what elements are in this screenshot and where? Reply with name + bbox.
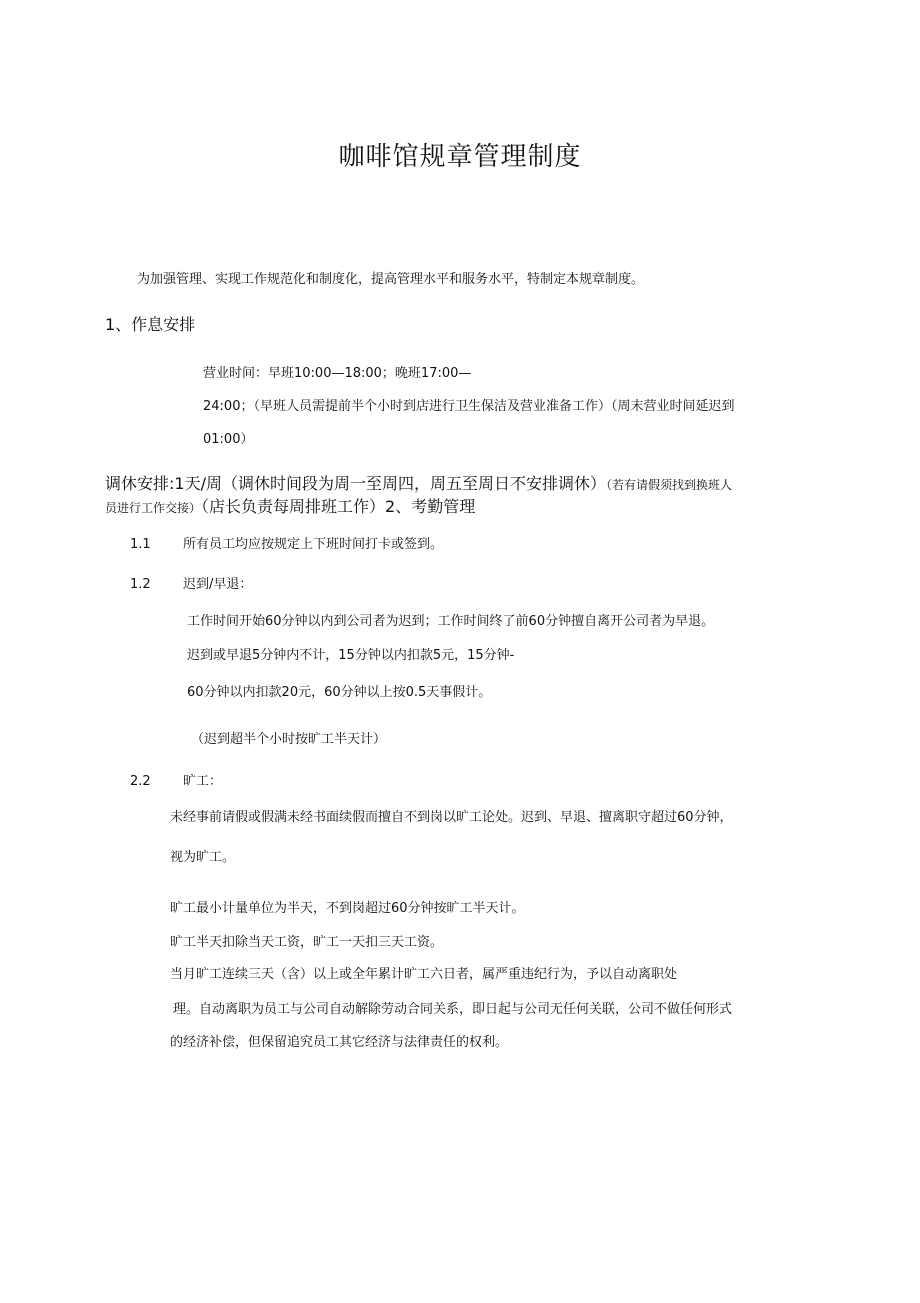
item-number: 2.2	[130, 774, 151, 789]
item-text-absence: 旷工：	[183, 774, 223, 789]
absence-rule-5: 当月旷工连续三天（含）以上或全年累计旷工六日者，属严重违纪行为，予以自动离职处	[170, 967, 678, 982]
absence-rule-6: 理。自动离职为员工与公司自动解除劳动合同关系，即日起与公司无任何关联，公司不做任何形式	[173, 1002, 733, 1017]
intro-paragraph: 为加强管理、实现工作规范化和制度化，提高管理水平和服务水平，特制定本规章制度。	[137, 272, 645, 287]
late-rule-3: 60分钟以内扣款20元，60分钟以上按0.5天事假计。	[187, 685, 492, 700]
absence-rule-1: 未经事前请假或假满未经书面续假而擅自不到岗以旷工论处。迟到、早退、擅离职守超过60分钟，	[170, 810, 733, 825]
late-rule-2: 迟到或早退5分钟内不计，15分钟以内扣款5元，15分钟-	[187, 648, 515, 663]
rest-arrangement-main: 调休安排:1天/周（调休时间段为周一至周四，周五至周日不安排调休）	[105, 474, 606, 493]
rest-arrangement-note: （若有请假须找到换班人	[605, 478, 732, 492]
page-title: 咖啡馆规章管理制度	[338, 142, 582, 172]
rest-arrangement-line-1	[105, 474, 732, 493]
section-heading-schedule: 1、作息安排	[105, 315, 196, 334]
business-hours-line-3: 01:00）	[203, 432, 254, 447]
item-number: 1.1	[130, 537, 151, 552]
late-rule-1: 工作时间开始60分钟以内到公司者为迟到；工作时间终了前60分钟擅自离开公司者为早退。	[187, 614, 715, 629]
item-text-clock-in: 所有员工均应按规定上下班时间打卡或签到。	[183, 537, 444, 552]
business-hours-line-1: 营业时间：早班10:00—18:00；晚班17:00—	[203, 366, 472, 381]
rest-arrangement-manager: （店长负责每周排班工作）2、考勤管理	[201, 497, 476, 516]
item-text-late-early: 迟到/早退：	[183, 577, 253, 592]
business-hours-line-2: 24:00；（早班人员需提前半个小时到店进行卫生保洁及营业准备工作）（周末营业时间延迟到	[203, 399, 735, 414]
absence-rule-3: 旷工最小计量单位为半天，不到岗超过60分钟按旷工半天计。	[170, 901, 525, 916]
absence-rule-7: 的经济补偿，但保留追究员工其它经济与法律责任的权利。	[170, 1035, 509, 1050]
item-number: 1.2	[130, 577, 151, 592]
absence-rule-4: 旷工半天扣除当天工资，旷工一天扣三天工资。	[170, 935, 444, 950]
absence-rule-2: 视为旷工。	[170, 850, 236, 865]
late-rule-4: （迟到超半个小时按旷工半天计）	[191, 732, 387, 747]
rest-arrangement-line-2	[105, 497, 475, 516]
rest-arrangement-note-cont: 员进行工作交接）	[105, 501, 202, 515]
